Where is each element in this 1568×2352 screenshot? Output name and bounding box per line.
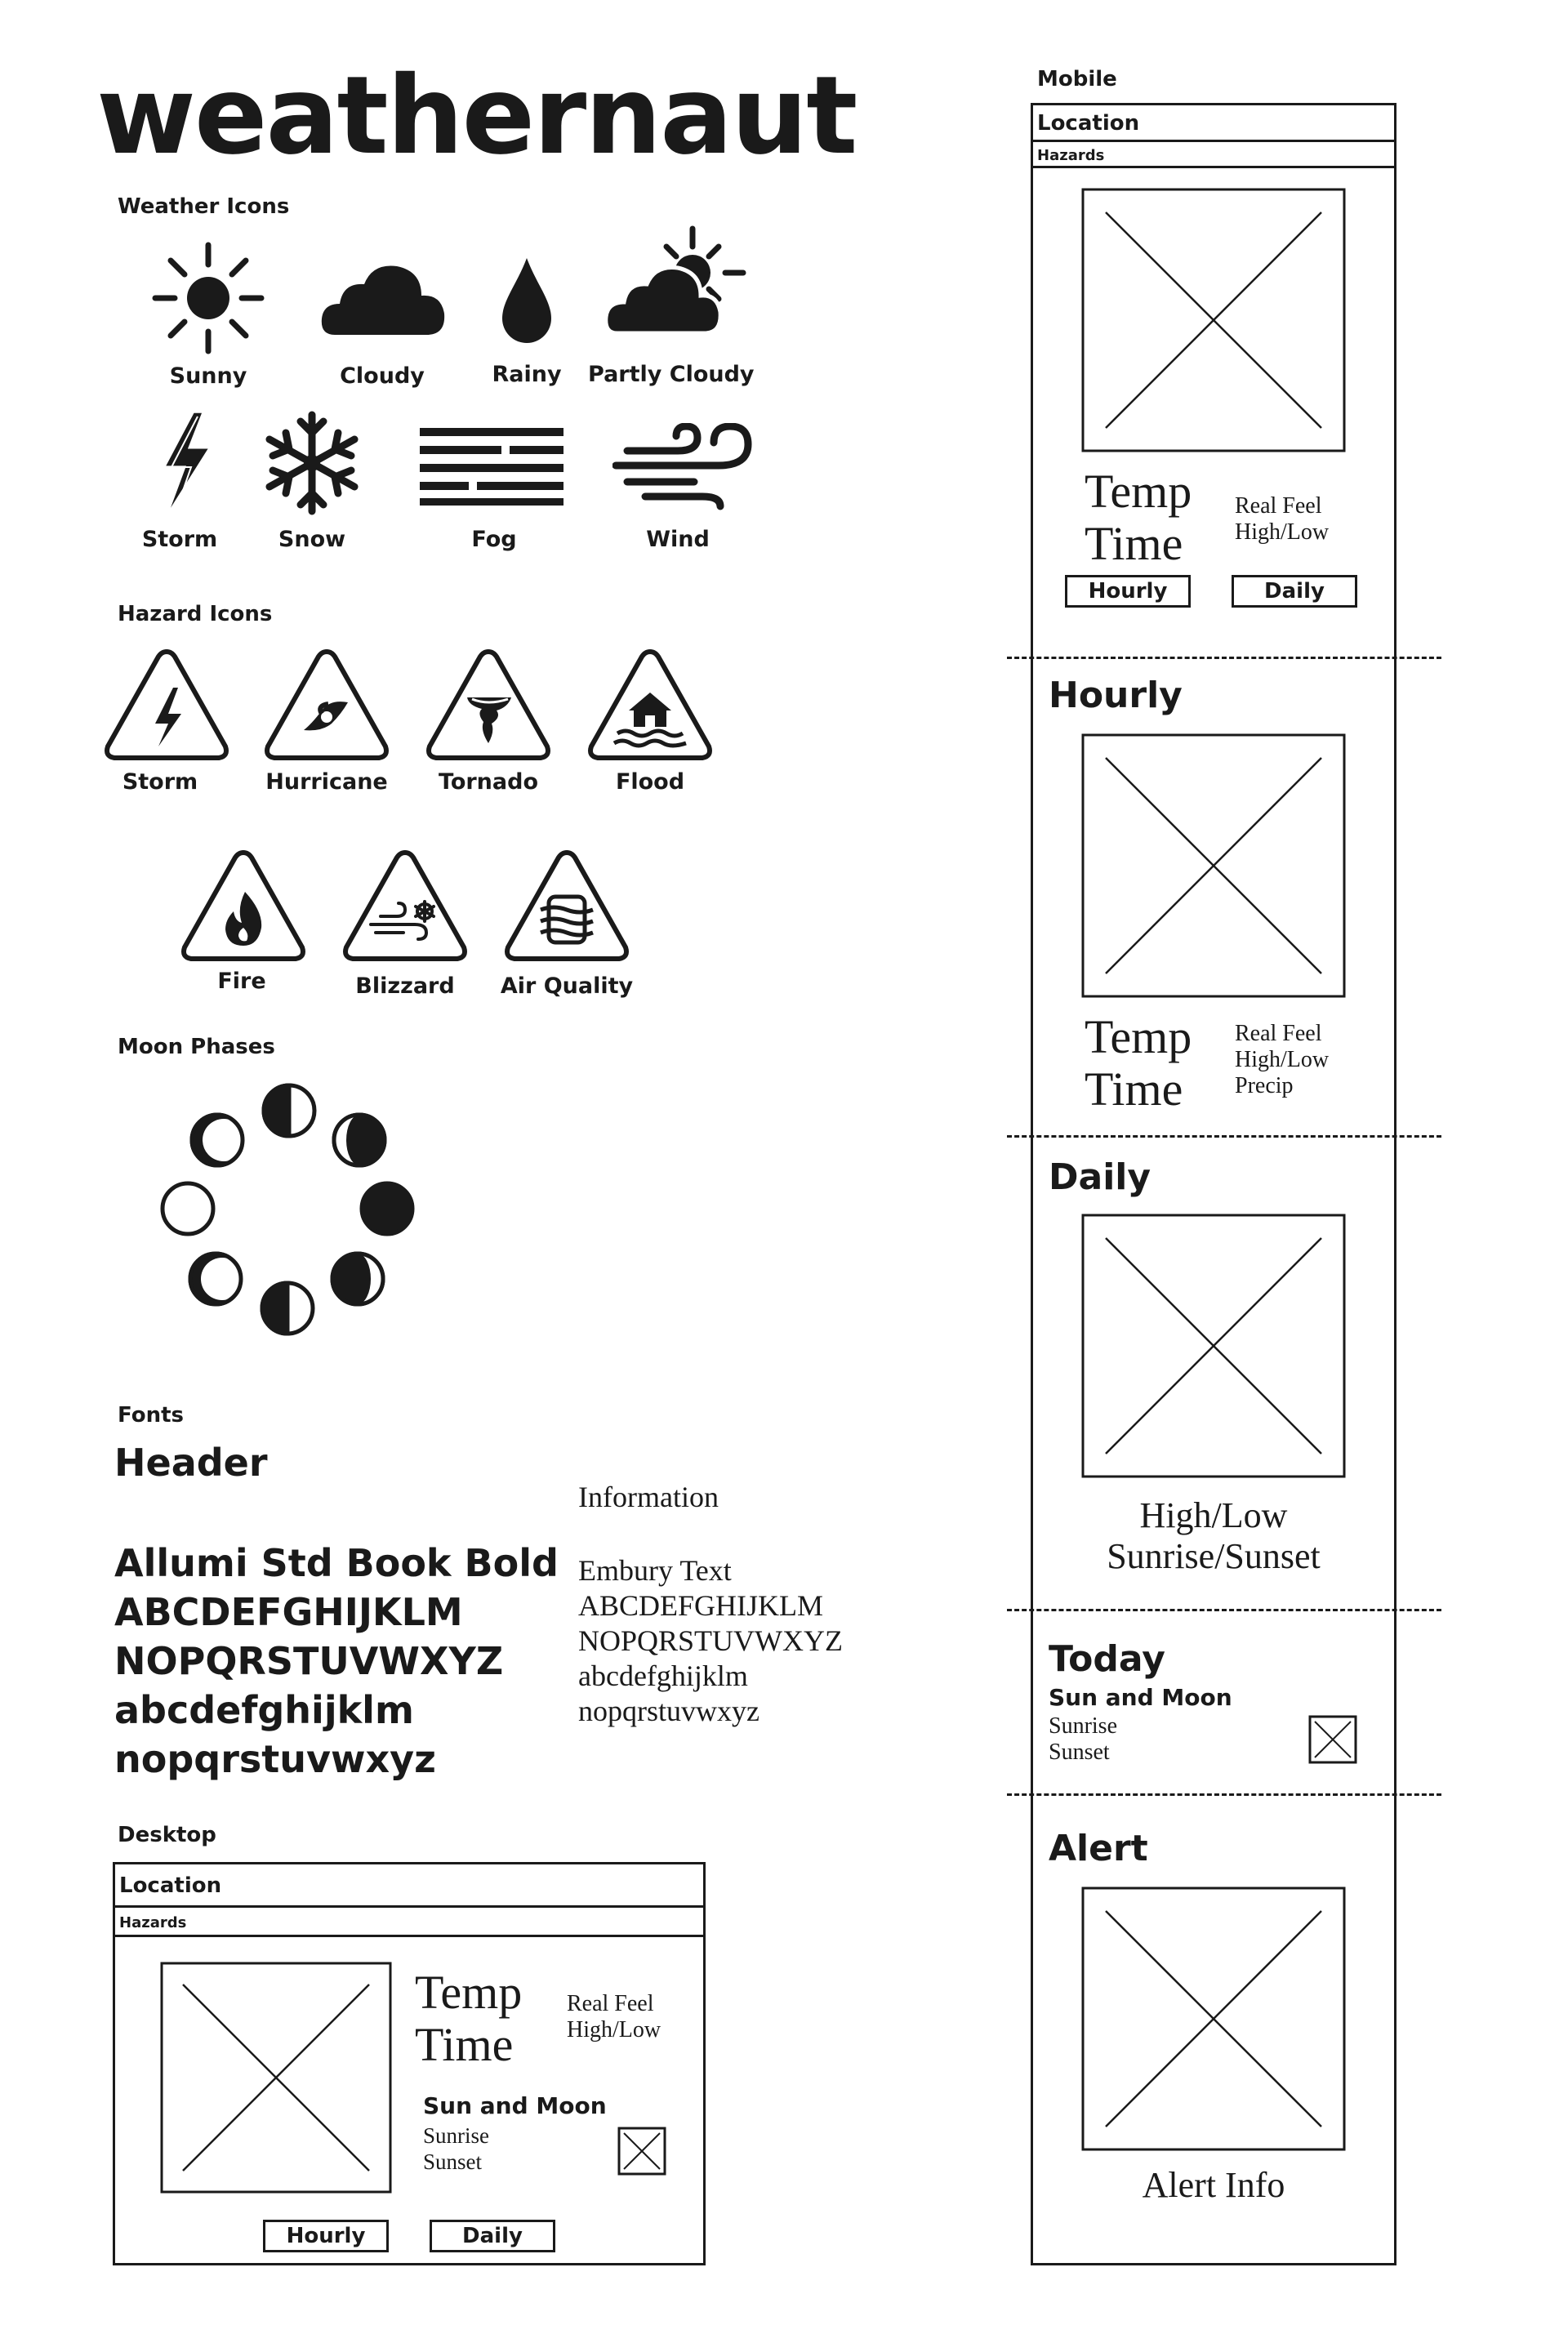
brand-title: weathernaut bbox=[96, 53, 857, 179]
mobile-daily-high-low: High/Low bbox=[1139, 1495, 1288, 1535]
moon-gibbous-icon bbox=[334, 1115, 385, 1165]
header-font-specimen bbox=[114, 1539, 559, 1784]
desktop-hazards-text: Hazards bbox=[119, 1914, 187, 1931]
moon-new-icon bbox=[362, 1183, 412, 1234]
mobile-hourly-title: Hourly bbox=[1049, 675, 1183, 716]
moon-full-icon bbox=[163, 1183, 213, 1234]
tornado-label: Tornado bbox=[438, 769, 538, 795]
mobile-today-sun-moon: Sun and Moon bbox=[1049, 1684, 1232, 1711]
mobile-today-image-placeholder bbox=[1308, 1715, 1357, 1764]
desktop-location-text: Location bbox=[119, 1873, 222, 1898]
mobile-today-sunrise: Sunrise bbox=[1049, 1713, 1117, 1739]
sunny-icon bbox=[147, 237, 270, 359]
mobile-temp: Temp bbox=[1085, 465, 1192, 518]
mobile-hourly-real-feel: Real Feel bbox=[1235, 1021, 1322, 1046]
mobile-weather-image-placeholder bbox=[1081, 188, 1346, 452]
tornado-icon bbox=[423, 645, 554, 764]
fog-icon bbox=[418, 425, 565, 506]
fonts-label: Fonts bbox=[118, 1403, 184, 1428]
partly-cloudy-icon bbox=[603, 222, 750, 345]
mobile-hourly-temp: Temp bbox=[1085, 1010, 1192, 1063]
air-quality-label: Air Quality bbox=[500, 973, 634, 999]
desktop-hourly-button[interactable]: Hourly bbox=[263, 2220, 389, 2252]
mobile-daily-button[interactable]: Daily bbox=[1232, 575, 1357, 608]
mobile-divider bbox=[1007, 1609, 1441, 1611]
desktop-sunrise: Sunrise bbox=[423, 2123, 489, 2148]
mobile-alert-title: Alert bbox=[1049, 1828, 1148, 1869]
moon-last-quarter-icon bbox=[262, 1283, 313, 1334]
partly-cloudy-label: Partly Cloudy bbox=[588, 362, 755, 387]
desktop-temp: Temp bbox=[415, 1966, 523, 2019]
weather-icons-label: Weather Icons bbox=[118, 194, 290, 219]
info-font-specimen bbox=[578, 1553, 843, 1729]
desktop-real-feel: Real Feel bbox=[567, 1991, 654, 2016]
blizzard-icon bbox=[340, 846, 470, 964]
header-font-line: Allumi Std Book Bold bbox=[114, 1541, 559, 1585]
desktop-hazards-bar[interactable] bbox=[113, 1908, 706, 1937]
header-font-line: abcdefghijklm bbox=[114, 1688, 414, 1732]
mobile-hourly-button[interactable]: Hourly bbox=[1065, 575, 1191, 608]
mobile-high-low: High/Low bbox=[1235, 519, 1330, 545]
hazard-icons-label: Hazard Icons bbox=[118, 602, 273, 626]
hazard-storm-label: Storm bbox=[122, 769, 198, 795]
mobile-location-text: Location bbox=[1037, 111, 1140, 136]
hurricane-label: Hurricane bbox=[265, 769, 388, 795]
mobile-daily-image-placeholder bbox=[1081, 1214, 1346, 1478]
air-quality-icon bbox=[501, 846, 632, 964]
hazard-storm-icon bbox=[101, 645, 232, 764]
desktop-sun-moon-image-placeholder bbox=[617, 2127, 666, 2176]
header-font-line: NOPQRSTUVWXYZ bbox=[114, 1639, 504, 1683]
flood-icon bbox=[585, 645, 715, 764]
cloudy-icon bbox=[318, 253, 449, 343]
moon-crescent-icon bbox=[190, 1254, 243, 1304]
mobile-alert-image-placeholder bbox=[1081, 1886, 1346, 2151]
cloudy-label: Cloudy bbox=[340, 363, 425, 389]
desktop-weather-image-placeholder bbox=[160, 1962, 392, 2194]
rainy-label: Rainy bbox=[492, 362, 562, 387]
moon-phases-label: Moon Phases bbox=[118, 1035, 275, 1059]
snow-icon bbox=[263, 410, 361, 516]
desktop-time: Time bbox=[415, 2018, 514, 2071]
moon-waxing-crescent-icon bbox=[192, 1115, 245, 1165]
mobile-hourly-image-placeholder bbox=[1081, 733, 1346, 998]
flood-label: Flood bbox=[615, 769, 685, 795]
fire-icon bbox=[178, 846, 309, 964]
mobile-daily-sunrise-sunset: Sunrise/Sunset bbox=[1107, 1536, 1321, 1576]
info-font-title: Information bbox=[578, 1481, 719, 1513]
mobile-divider bbox=[1007, 1135, 1441, 1138]
rainy-icon bbox=[494, 255, 559, 346]
info-font-line: NOPQRSTUVWXYZ bbox=[578, 1624, 843, 1657]
mobile-label: Mobile bbox=[1037, 67, 1117, 91]
mobile-hazards-bar[interactable] bbox=[1031, 142, 1396, 168]
fog-label: Fog bbox=[471, 527, 517, 552]
sunny-label: Sunny bbox=[169, 363, 247, 389]
mobile-divider bbox=[1007, 1793, 1441, 1796]
mobile-today-sunset: Sunset bbox=[1049, 1740, 1110, 1765]
desktop-sun-moon-title: Sun and Moon bbox=[423, 2092, 607, 2119]
blizzard-label: Blizzard bbox=[355, 973, 455, 999]
wind-label: Wind bbox=[646, 527, 710, 552]
header-font-title: Header bbox=[114, 1441, 268, 1485]
fire-label: Fire bbox=[217, 969, 266, 994]
mobile-hourly-time: Time bbox=[1085, 1062, 1183, 1116]
desktop-sunset: Sunset bbox=[423, 2149, 483, 2174]
mobile-hourly-precip: Precip bbox=[1235, 1073, 1294, 1098]
desktop-high-low: High/Low bbox=[567, 2017, 662, 2042]
moon-phases-ring bbox=[155, 1078, 425, 1348]
storm-icon bbox=[155, 410, 220, 516]
moon-first-quarter-icon bbox=[264, 1085, 314, 1136]
mobile-today-title: Today bbox=[1049, 1638, 1165, 1680]
moon-waning-gibbous-icon bbox=[332, 1254, 383, 1304]
info-font-line: nopqrstuvwxyz bbox=[578, 1695, 760, 1727]
header-font-line: nopqrstuvwxyz bbox=[114, 1737, 436, 1781]
desktop-daily-button[interactable]: Daily bbox=[430, 2220, 555, 2252]
mobile-real-feel: Real Feel bbox=[1235, 493, 1322, 519]
header-font-line: ABCDEFGHIJKLM bbox=[114, 1590, 463, 1634]
desktop-location-bar[interactable] bbox=[113, 1862, 706, 1908]
mobile-divider bbox=[1007, 657, 1441, 659]
mobile-location-bar[interactable] bbox=[1031, 103, 1396, 142]
mobile-time: Time bbox=[1085, 517, 1183, 570]
mobile-daily-title: Daily bbox=[1049, 1156, 1152, 1198]
mobile-hourly-high-low: High/Low bbox=[1235, 1047, 1330, 1072]
desktop-label: Desktop bbox=[118, 1823, 216, 1847]
hurricane-icon bbox=[261, 645, 392, 764]
mobile-alert-info: Alert Info bbox=[1142, 2165, 1285, 2205]
storm-label: Storm bbox=[141, 527, 218, 552]
wind-icon bbox=[612, 423, 755, 513]
info-font-line: abcdefghijklm bbox=[578, 1659, 748, 1692]
snow-label: Snow bbox=[278, 527, 346, 552]
mobile-hazards-text: Hazards bbox=[1037, 147, 1105, 164]
info-font-line: Embury Text bbox=[578, 1554, 732, 1587]
info-font-line: ABCDEFGHIJKLM bbox=[578, 1589, 824, 1622]
